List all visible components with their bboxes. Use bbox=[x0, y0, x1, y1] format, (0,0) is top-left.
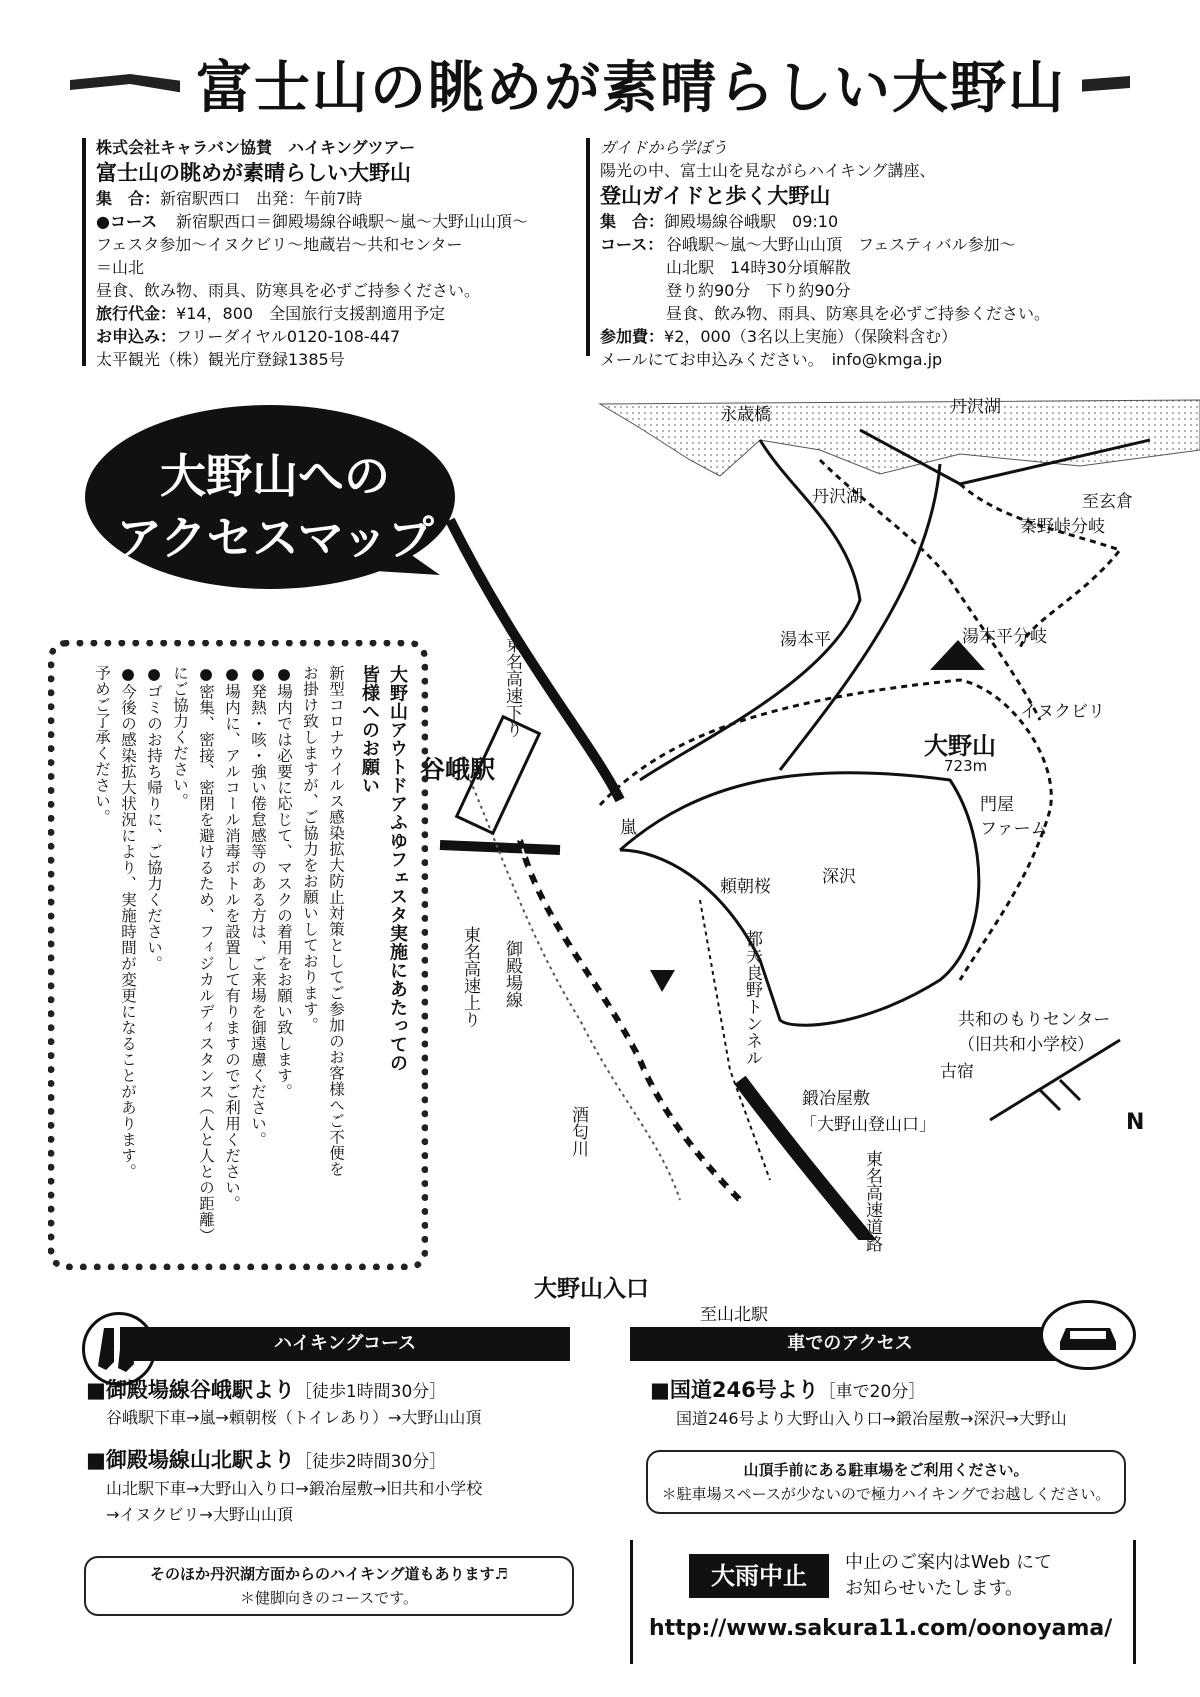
road bbox=[780, 464, 940, 770]
course-line: 昼食、飲み物、雨具、防寒具を必ずご持参ください。 bbox=[666, 304, 1051, 323]
label-tsubura-tunnel: 都夫良野トンネル bbox=[742, 930, 762, 1066]
label-yumotodaira-bunki: 湯本平分岐 bbox=[962, 627, 1047, 647]
course-line: 山北駅 14時30分頃解散 bbox=[666, 258, 851, 277]
label-elevation: 723m bbox=[944, 757, 988, 775]
tour-right-info bbox=[600, 136, 1120, 371]
label-kadoya-farm: ファーム bbox=[980, 819, 1048, 839]
course-line: ＝山北 bbox=[96, 258, 145, 277]
label-eisaibashi: 永歳橋 bbox=[720, 405, 771, 425]
label-yumotodaira: 湯本平 bbox=[780, 630, 831, 650]
parking-text2: ＊駐車場スペースが少ないので極力ハイキングでお越しください。 bbox=[661, 1485, 1111, 1503]
label-kyowa-center-old: （旧共和小学校） bbox=[958, 1035, 1094, 1055]
right-info-bar bbox=[586, 138, 590, 356]
tanzawa-lake-area bbox=[600, 400, 1200, 476]
parking-box bbox=[646, 1450, 1126, 1514]
hiking-route1-desc: 谷峨駅下車→嵐→頼朝桜（トイレあり）→大野山山頂 bbox=[106, 1408, 482, 1427]
parking-text1: 山頂手前にある駐車場をご利用ください。 bbox=[743, 1461, 1029, 1479]
label-kyowa-center: 共和のもりセンター bbox=[958, 1010, 1111, 1030]
car-icon bbox=[1040, 1300, 1136, 1370]
rain-cancel-text bbox=[845, 1550, 1052, 1602]
notice-line: 新型コロナウイルス感染拡大防止対策としてご参加のお客様へご不便を bbox=[327, 665, 345, 1177]
hiking-note2: ＊健脚向きのコースです。 bbox=[239, 1589, 419, 1607]
hiking-note1: そのほか丹沢湖方面からのハイキング道もあります♬ bbox=[150, 1565, 508, 1583]
label-oonoyama: 大野山 bbox=[924, 732, 996, 760]
label-oonoyama-iriguchi: 大野山入口 bbox=[534, 1276, 649, 1302]
label-gotemba-line: 御殿場線 bbox=[502, 940, 522, 1008]
tomei-expressway-up bbox=[440, 845, 560, 850]
car-route bbox=[650, 1374, 925, 1404]
notice-title-line: 皆様へのお願い bbox=[359, 665, 380, 795]
notice-line: ●今後の感染拡大状況により、実施時間が変更になることがあります。 bbox=[119, 665, 137, 1180]
apply-label: お申込み： bbox=[96, 327, 177, 346]
gotemba-line-inner bbox=[520, 840, 740, 1200]
label-kajiyashiki: 鍛冶屋敷 bbox=[802, 1089, 870, 1109]
label-furuyado: 古宿 bbox=[940, 1062, 974, 1082]
hiking-route1-title: ■御殿場線谷峨駅より bbox=[86, 1378, 295, 1402]
apply-text: フリーダイヤル0120-108-447 bbox=[176, 327, 401, 346]
label-route246: 246 bbox=[652, 1054, 673, 1067]
hiking-route2 bbox=[86, 1444, 446, 1474]
hiking-route2-time: ［徒歩2時間30分］ bbox=[294, 1452, 447, 1472]
course-label: コース： bbox=[600, 235, 664, 254]
notice-title bbox=[355, 665, 411, 1255]
label-yoritomo-zakura: 頼朝桜 bbox=[720, 877, 771, 897]
tour-left-name: 富士山の眺めが素晴らしい大野山 bbox=[96, 161, 411, 185]
page-title: 富士山の眺めが素晴らしい大野山 bbox=[180, 44, 1082, 124]
course-line: 登り約90分 下り約90分 bbox=[666, 281, 851, 300]
hiking-route2-desc2: →イヌクビリ→大野山山頂 bbox=[106, 1505, 293, 1524]
notice-line: ●ゴミのお持ち帰りに、ご協力ください。 bbox=[145, 665, 163, 972]
notice-line: にご協力ください。 bbox=[171, 665, 189, 809]
label-tomei-kosoku: 東名高速道路 bbox=[862, 1150, 882, 1252]
hiking-route1 bbox=[86, 1374, 446, 1404]
gotemba-line bbox=[520, 840, 740, 1200]
road bbox=[620, 773, 979, 1026]
subtitle-text: 陽光の中、富士山を見ながらハイキング講座、 bbox=[600, 161, 936, 180]
intro-text: ガイドから学ぼう bbox=[600, 138, 728, 157]
label-tanzawako-area: 丹沢湖 bbox=[950, 397, 1001, 417]
notice-box bbox=[48, 640, 428, 1270]
hiking-route2-desc1: 山北駅下車→大野山入り口→鍛冶屋敷→旧共和小学校 bbox=[106, 1479, 483, 1498]
notice-line: お掛け致しますが、ご協力をお願いしております。 bbox=[301, 665, 319, 1033]
label-north: N bbox=[1126, 1110, 1145, 1135]
car-route-title: ■国道246号より bbox=[650, 1378, 819, 1402]
notice-line: ●密集、密接、密閉を避けるため、フィジカルディスタンス（人と人との距離） bbox=[197, 665, 215, 1244]
hiking-note-box bbox=[84, 1556, 574, 1616]
course-line: 新宿駅西口＝御殿場線谷峨駅～嵐～大野山山頂～ bbox=[176, 212, 529, 231]
title-banner bbox=[70, 38, 1130, 121]
fee-label: 参加費： bbox=[600, 327, 665, 346]
rain-text2: お知らせいたします。 bbox=[845, 1578, 1024, 1599]
fee-text: ¥14，800 全国旅行支援割適用予定 bbox=[176, 304, 446, 323]
notice-line: ●場内では必要に応じて、マスクの着用をお願い致します。 bbox=[275, 665, 293, 1100]
label-to-yamakita: 至山北駅 bbox=[700, 1305, 768, 1325]
rain-cancel-badge: 大雨中止 bbox=[689, 1554, 829, 1598]
left-info-bar bbox=[82, 138, 86, 366]
label-inukubiri: イヌクビリ bbox=[1020, 702, 1105, 722]
fee-label: 旅行代金： bbox=[96, 304, 177, 323]
rain-text1: 中止のご案内はWeb にて bbox=[845, 1552, 1052, 1573]
route246-marker bbox=[650, 970, 675, 992]
notice-line: ●発熱・咳・強い倦怠感等のある方は、ご来場を御遠慮ください。 bbox=[249, 665, 267, 1148]
notice-line: ●場内に、アルコール消毒ボトルを設置して有りますのでご利用ください。 bbox=[223, 665, 241, 1212]
meeting-text: 新宿駅西口 出発：午前7時 bbox=[160, 189, 363, 208]
car-access-header: 車でのアクセス bbox=[630, 1327, 1070, 1361]
tour-right-name: 登山ガイドと歩く大野山 bbox=[600, 184, 831, 208]
apply-text: メールにてお申込みください。 info@kmga.jp bbox=[600, 350, 943, 369]
rain-cancel-box bbox=[630, 1540, 1136, 1664]
meeting-label: 集 合： bbox=[96, 189, 161, 208]
label-yaga-station: 谷峨駅 bbox=[420, 755, 496, 784]
label-tomei-up: 東名高速上り bbox=[460, 926, 480, 1028]
notice-line: 予めご了承ください。 bbox=[93, 665, 111, 825]
hiking-route1-time: ［徒歩1時間30分］ bbox=[294, 1382, 447, 1402]
label-tozanguchi: 「大野山登山口」 bbox=[800, 1115, 936, 1135]
label-fukasawa: 深沢 bbox=[822, 867, 856, 887]
sponsor-text: 株式会社キャラバン協賛 ハイキングツアー bbox=[96, 138, 416, 157]
course-line: 谷峨駅～嵐～大野山山頂 フェスティバル参加～ bbox=[666, 235, 1016, 254]
label-tomei-down: 東名高速下り bbox=[502, 636, 522, 738]
website-url-link[interactable]: http://www.sakura11.com/oonoyama/ bbox=[649, 1616, 1113, 1641]
label-sakawagawa: 酒匂川 bbox=[568, 1106, 588, 1157]
notice-body bbox=[89, 665, 349, 1255]
hiking-route2-title: ■御殿場線山北駅より bbox=[86, 1448, 295, 1472]
access-map-line2: アクセスマップ bbox=[116, 511, 434, 565]
notice-title-line: 大野山アウトドアふゆフェスタ実施にあたっての bbox=[387, 665, 408, 1072]
label-hadano-bunki: 秦野峠分岐 bbox=[1020, 517, 1105, 537]
label-kadoya: 門屋 bbox=[980, 795, 1014, 815]
registration-text: 太平観光（株）観光庁登録1385号 bbox=[96, 350, 345, 369]
fee-text: ¥2，000（3名以上実施）（保険料含む） bbox=[664, 327, 958, 346]
label-to-genkura: 至玄倉 bbox=[1082, 492, 1133, 512]
access-map-line1: 大野山への bbox=[160, 449, 390, 503]
car-route-desc: 国道246号より大野山入り口→鍛冶屋敷→深沢→大野山 bbox=[676, 1409, 1067, 1428]
car-route-time: ［車で20分］ bbox=[818, 1382, 926, 1402]
access-map-heading bbox=[110, 445, 440, 569]
hiking-course-header: ハイキングコース bbox=[120, 1327, 570, 1361]
label-tanzawako-stop: 丹沢湖 bbox=[812, 487, 863, 507]
meeting-label: 集 合： bbox=[600, 212, 665, 231]
course-line: フェスタ参加～イヌクビリ～地蔵岩～共和センター bbox=[96, 235, 463, 254]
course-label: ●コース bbox=[96, 212, 158, 231]
meeting-text: 御殿場線谷峨駅 09:10 bbox=[664, 212, 839, 231]
label-arashi: 嵐 bbox=[620, 818, 637, 838]
course-line: 昼食、飲み物、雨具、防寒具を必ずご持参ください。 bbox=[96, 281, 481, 300]
tour-left-info bbox=[96, 136, 576, 371]
